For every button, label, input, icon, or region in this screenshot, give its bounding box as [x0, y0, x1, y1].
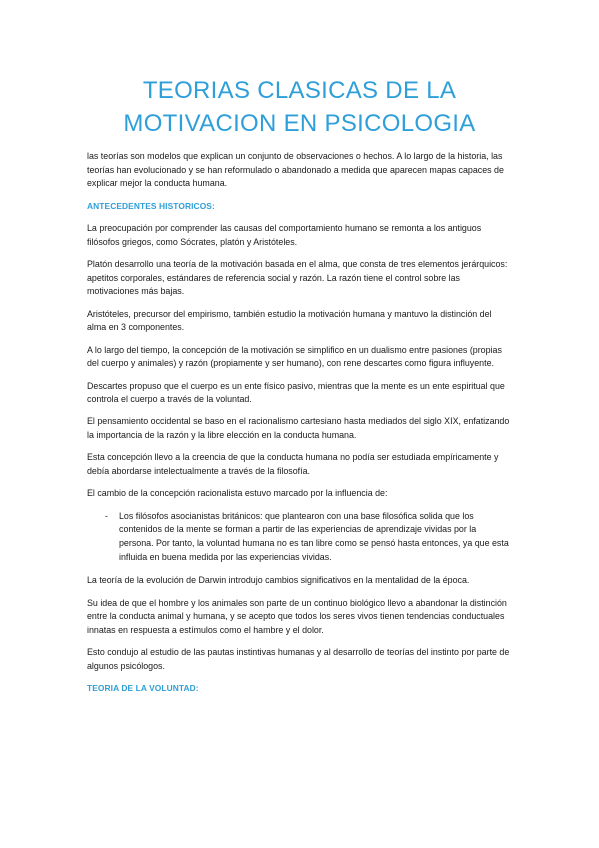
paragraph-racionalismo: El pensamiento occidental se baso en el racionalismo cartesiano hasta mediados del siglo XIX, enfatizando la importancia de la razón y la libre elección en la conducta humana. [87, 416, 510, 441]
page-title [60, 74, 539, 140]
bullet-item-asociacionistas [87, 510, 512, 564]
paragraph-dualismo: A lo largo del tiempo, la concepción de la motivación se simplifico en un dualismo entre pasiones (propias del cuerpo y animales) y razón (propiamente y ser humano), con rene descartes como figura influyente. [87, 344, 502, 369]
bullet-text: Los filósofos asocianistas británicos: que plantearon con una base filosófica solida que los contenidos de la mente se forman a partir de las experiencias de aprendizaje vividas por la persona. Por tanto, la voluntad humana no es tan libre como se pensó hasta entonces, ya que esta influida en buena medida por las experiencias vividas. [119, 510, 509, 562]
paragraph-descartes: Descartes propuso que el cuerpo es un ente físico pasivo, mientras que la mente es un ente espiritual que controla el cuerpo a través de la voluntad. [87, 380, 505, 405]
paragraph-cambio: El cambio de la concepción racionalista estuvo marcado por la influencia de: [87, 488, 388, 499]
paragraph-instinto: Esto condujo al estudio de las pautas instintivas humanas y al desarrollo de teorías del instinto por parte de algunos psicólogos. [87, 647, 510, 671]
paragraph-platon: Platón desarrollo una teoría de la motivación basada en el alma, que consta de tres elementos jerárquicos: apetitos corporales, estándares de referencia social y razón. La razón tiene el control sobre las motivaciones más bajas. [87, 258, 508, 297]
title-line-2: MOTIVACION EN PSICOLOGIA [123, 110, 476, 137]
paragraph-concepcion: Esta concepción llevo a la creencia de que la conducta humana no podía ser estudiada empíricamente y debía abordarse intelectualmente a través de la filosofía. [87, 452, 499, 477]
paragraph-aristoteles: Aristóteles, precursor del empirismo, también estudio la motivación humana y mantuvo la distinción del alma en 3 componentes. [87, 308, 492, 333]
section-heading-voluntad: TEORIA DE LA VOLUNTAD: [87, 683, 199, 694]
paragraph-darwin: La teoría de la evolución de Darwin introdujo cambios significativos en la mentalidad de la época. [87, 575, 470, 586]
document-body [87, 150, 512, 705]
section-heading-antecedentes: ANTECEDENTES HISTORICOS: [87, 200, 215, 211]
paragraph-griegos: La preocupación por comprender las causas del comportamiento humano se remonta a los antiguos filósofos griegos, como Sócrates, platón y Aristóteles. [87, 222, 482, 247]
bullet-marker: - [105, 510, 108, 521]
title-line-1: TEORIAS CLASICAS DE LA [142, 77, 457, 104]
paragraph-continuo-biologico: Su idea de que el hombre y los animales son parte de un continuo biológico llevo a abandonar la distinción entre la conducta animal y humana, y se acepto que todos los seres vivos tienen tendencias conductuales innatas en respuesta a estímulos como el hambre y el dolor. [87, 597, 507, 635]
intro-paragraph: las teorías son modelos que explican un conjunto de observaciones o hechos. A lo largo de la historia, las teorías han evolucionado y se han reformulado o abandonado a medida que aparecen mapas capaces de explicar mejor la conducta humana. [87, 151, 504, 189]
